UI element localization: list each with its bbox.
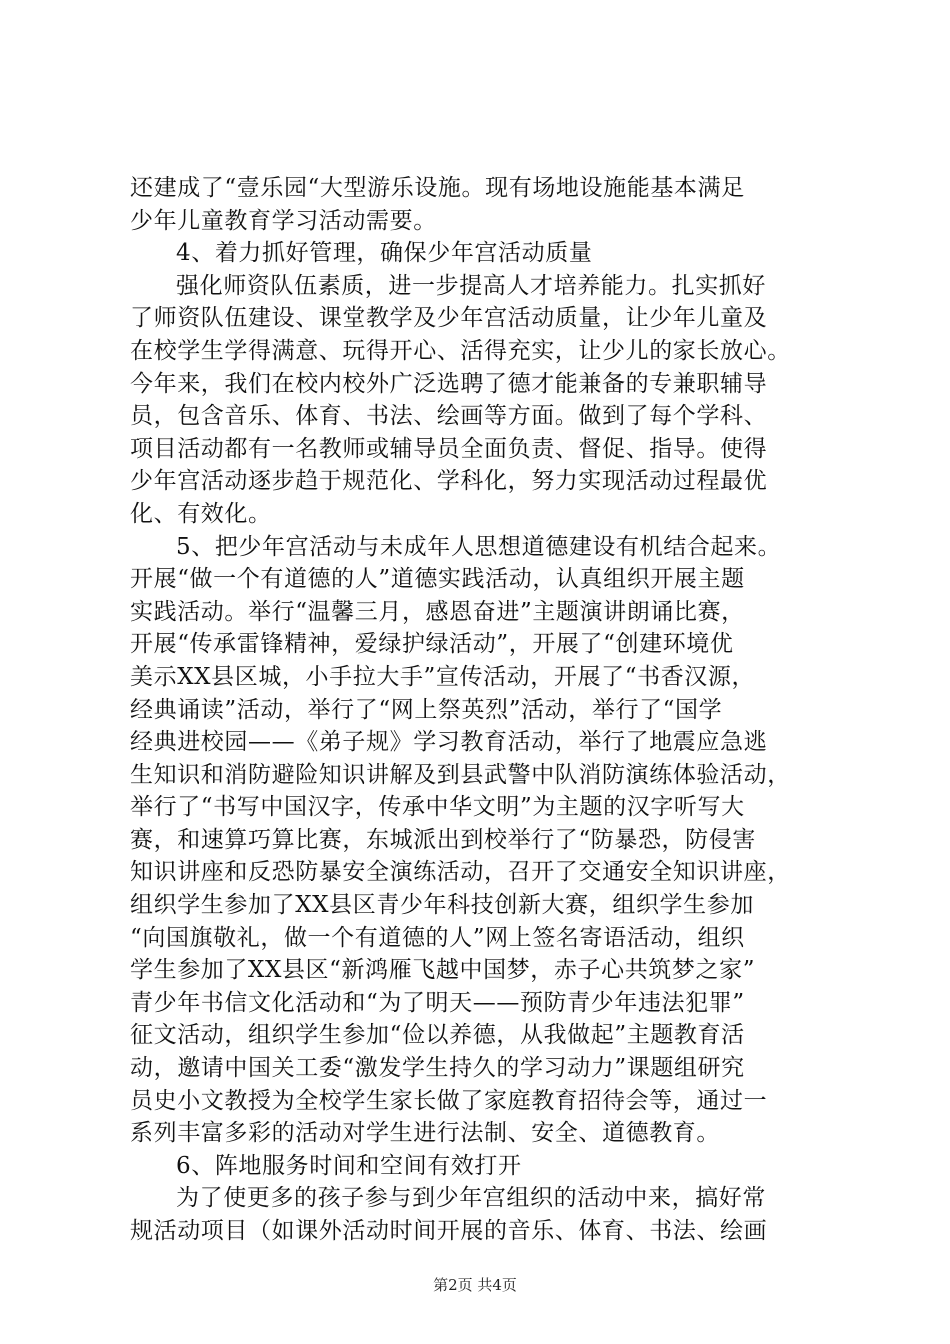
section-heading: 6、阵地服务时间和空间有效打开 — [176, 1152, 522, 1179]
page-number-footer: 第2页 共4页 — [433, 1276, 517, 1294]
text-line: 赛，和速算巧算比赛，东城派出到校举行了“防暴恐，防侵害 — [130, 826, 756, 853]
paragraph-start: 强化师资队伍素质，进一步提高人才培养能力。扎实抓好 — [176, 272, 766, 299]
text-line: 美示XX县区城，小手拉大手”宣传活动，开展了“书香汉源， — [130, 663, 756, 690]
text-line: 知识讲座和反恐防暴安全演练活动，召开了交通安全知识讲座， — [130, 859, 791, 886]
text-line: “向国旗敬礼，做一个有道德的人”网上签名寄语活动，组织 — [130, 924, 745, 951]
text-line: 经典进校园——《弟子规》学习教育活动，举行了地震应急逃 — [130, 729, 768, 756]
text-line: 组织学生参加了XX县区青少年科技创新大赛，组织学生参加 — [130, 892, 754, 919]
text-line: 还建成了“壹乐园“大型游乐设施。现有场地设施能基本满足 — [130, 175, 745, 201]
text-line: 系列丰富多彩的活动对学生进行法制、安全、道德教育。 — [130, 1120, 720, 1147]
text-line: 青少年书信文化活动和“为了明天——预防青少年违法犯罪” — [130, 989, 745, 1016]
text-line: 学生参加了XX县区“新鸿雁飞越中国梦，赤子心共筑梦之家” — [130, 957, 756, 984]
text-line: 化、有效化。 — [130, 500, 272, 527]
text-line: 征文活动，组织学生参加“俭以养德，从我做起”主题教育活 — [130, 1022, 745, 1049]
text-line: 生知识和消防避险知识讲解及到县武警中队消防演练体验活动， — [130, 761, 791, 788]
document-body — [130, 172, 830, 1248]
text-line: 员，包含音乐、体育、书法、绘画等方面。做到了每个学科、 — [130, 403, 768, 430]
text-line: 开展“传承雷锋精神，爱绿护绿活动”，开展了“创建环境优 — [130, 631, 734, 658]
text-line: 实践活动。举行“温馨三月，感恩奋进”主题演讲朗诵比赛， — [130, 598, 745, 625]
text-line: 今年来，我们在校内校外广泛选聘了德才能兼备的专兼职辅导 — [130, 370, 768, 397]
text-line: 举行了“书写中国汉字，传承中华文明”为主题的汉字听写大 — [130, 794, 745, 821]
text-line: 动，邀请中国关工委“激发学生持久的学习动力”课题组研究 — [130, 1055, 745, 1082]
section-heading: 4、着力抓好管理，确保少年宫活动质量 — [176, 240, 593, 267]
section-heading: 5、把少年宫活动与未成年人思想道德建设有机结合起来。 — [176, 533, 782, 560]
text-line: 项目活动都有一名教师或辅导员全面负责、督促、指导。使得 — [130, 435, 768, 462]
text-line: 少年儿童教育学习活动需要。 — [130, 207, 437, 234]
text-line: 规活动项目（如课外活动时间开展的音乐、体育、书法、绘画 — [130, 1218, 768, 1244]
text-line: 了师资队伍建设、课堂教学及少年宫活动质量，让少年儿童及 — [130, 305, 768, 332]
text-line: 员史小文教授为全校学生家长做了家庭教育招待会等，通过一 — [130, 1087, 768, 1114]
text-line: 少年宫活动逐步趋于规范化、学科化，努力实现活动过程最优 — [130, 468, 768, 495]
text-line: 在校学生学得满意、玩得开心、活得充实，让少儿的家长放心。 — [130, 337, 791, 364]
text-line: 开展“做一个有道德的人”道德实践活动，认真组织开展主题 — [130, 566, 745, 593]
text-line: 经典诵读”活动，举行了“网上祭英烈”活动，举行了“国学 — [130, 696, 723, 723]
paragraph-start: 为了使更多的孩子参与到少年宫组织的活动中来，搞好常 — [176, 1185, 766, 1212]
